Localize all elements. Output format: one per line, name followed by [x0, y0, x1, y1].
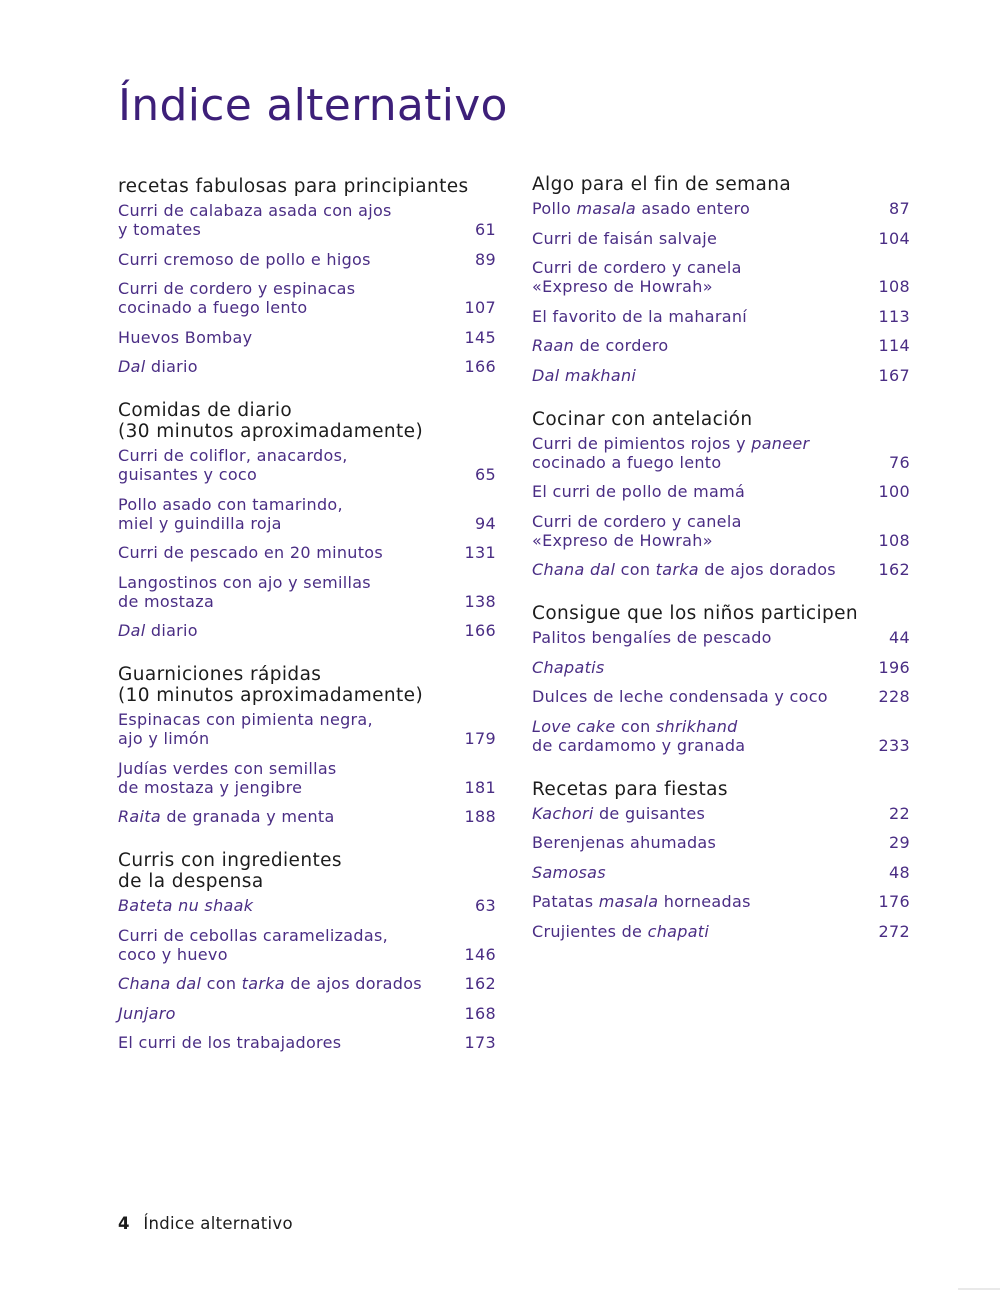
index-entry	[118, 250, 496, 269]
recipe-title-part: El favorito de la maharaní	[532, 306, 748, 326]
recipe-title-italic-part: tarka	[241, 974, 285, 993]
recipe-title	[532, 434, 809, 472]
recipe-title	[532, 892, 751, 911]
page-reference: 89	[475, 249, 496, 269]
recipe-title-part: Curri de pescado en 20 minutos	[118, 543, 383, 562]
recipe-title-italic-part: Dal makhani	[532, 365, 637, 385]
recipe-title-italic-part: Dal	[118, 357, 146, 376]
index-entry	[532, 628, 910, 647]
index-section	[118, 176, 496, 376]
page-reference: 162	[464, 974, 496, 993]
recipe-title-part: asado entero	[636, 199, 751, 218]
recipe-title-part: horneadas	[658, 892, 751, 911]
page-reference: 173	[464, 1033, 496, 1052]
recipe-title-italic-part: Chana dal	[118, 974, 202, 993]
recipe-title	[532, 628, 772, 647]
recipe-title	[118, 495, 343, 533]
index-section	[118, 664, 496, 826]
recipe-title-italic-part: paneer	[751, 433, 810, 453]
index-entry	[118, 926, 496, 964]
recipe-title	[118, 974, 422, 993]
page-reference: 272	[878, 921, 910, 941]
index-section	[118, 850, 496, 1052]
recipe-title-italic-part: Chapatis	[532, 657, 605, 677]
index-entry	[118, 974, 496, 993]
recipe-title-part: Curri de cordero y canela «Expreso de Howrah»	[532, 258, 742, 296]
running-title: Índice alternativo	[143, 1214, 293, 1233]
page-reference: 168	[464, 1003, 496, 1023]
recipe-title-part: Huevos Bombay	[118, 327, 253, 347]
recipe-title-part: Curri de pimientos rojos y	[532, 433, 752, 453]
recipe-title	[118, 807, 335, 826]
recipe-title	[532, 482, 745, 501]
page-reference: 196	[878, 657, 910, 677]
recipe-title-italic-part: Kachori	[532, 803, 594, 823]
recipe-title-part: de ajos dorados	[698, 560, 836, 579]
recipe-title-part: de ajos dorados	[284, 974, 422, 993]
page-reference: 108	[878, 530, 910, 550]
index-entry	[118, 710, 496, 748]
index-entry	[532, 512, 910, 550]
recipe-title-italic-part: Dal	[118, 621, 146, 640]
index-entry	[532, 307, 910, 326]
recipe-title-part: Patatas	[532, 892, 599, 911]
recipe-title	[532, 258, 742, 296]
index-section	[532, 174, 910, 385]
recipe-title	[118, 710, 373, 748]
page-reference: 188	[464, 807, 496, 826]
page-reference: 181	[464, 777, 496, 797]
recipe-title-part: Judías verdes con semillas de mostaza y jengibre	[118, 758, 337, 797]
recipe-title-part: con	[615, 560, 656, 579]
recipe-title	[118, 1004, 176, 1023]
index-section	[118, 400, 496, 640]
index-entry	[118, 357, 496, 376]
section-heading: Consigue que los niños participen	[532, 603, 859, 624]
index-entry	[118, 201, 496, 239]
page-reference: 113	[878, 306, 910, 326]
recipe-title	[532, 804, 705, 823]
page-reference: 61	[475, 220, 496, 239]
recipe-title-italic-part: Bateta nu shaak	[118, 896, 254, 915]
index-entry	[118, 1004, 496, 1023]
recipe-title-italic-part: Samosas	[532, 862, 606, 882]
page-reference: 114	[878, 336, 910, 355]
recipe-title	[532, 366, 636, 385]
recipe-title	[532, 863, 606, 882]
recipe-title-part: Curri de cordero y espinacas cocinado a fuego lento	[118, 279, 356, 317]
index-entry	[532, 482, 910, 501]
index-entry	[532, 892, 910, 911]
recipe-title	[532, 307, 747, 326]
recipe-title-italic-part: masala	[598, 892, 659, 911]
recipe-title	[118, 926, 388, 964]
recipe-title	[118, 201, 392, 239]
index-entry	[532, 863, 910, 882]
recipe-title-italic-part: tarka	[655, 560, 699, 579]
recipe-title-part: Curri de cebollas caramelizadas, coco y huevo	[118, 925, 388, 964]
recipe-title	[532, 512, 742, 550]
recipe-title	[532, 833, 716, 852]
recipe-title	[118, 759, 337, 797]
index-entry	[532, 560, 910, 579]
index-section	[532, 603, 910, 755]
recipe-title-part: El curri de los trabajadores	[118, 1033, 342, 1052]
index-entry	[532, 434, 910, 472]
recipe-title-italic-part: chapati	[647, 921, 710, 941]
index-section	[532, 779, 910, 941]
page-reference: 167	[878, 365, 910, 385]
index-entry	[532, 336, 910, 355]
recipe-title-part: Dulces de leche condensada y coco	[532, 687, 828, 706]
section-heading: Guarniciones rápidas (10 minutos aproximadamente)	[118, 664, 424, 706]
index-entry	[532, 833, 910, 852]
recipe-title-part: diario	[145, 357, 198, 376]
page-reference: 166	[464, 621, 496, 640]
recipe-title-part: de guisantes	[593, 803, 706, 823]
recipe-title-part: de cordero	[574, 336, 669, 355]
index-entry	[118, 807, 496, 826]
page-reference: 107	[464, 298, 496, 317]
page-reference: 145	[464, 327, 496, 347]
page-edge-mark	[958, 1288, 1000, 1290]
index-entry	[118, 446, 496, 484]
recipe-title-part: Espinacas con pimienta negra, ajo y limón	[118, 710, 373, 748]
recipe-title-part: Pollo asado con tamarindo, miel y guindilla roja	[118, 494, 343, 533]
recipe-title-part: Pollo	[532, 199, 577, 218]
recipe-title-part: Curri de faisán salvaje	[532, 228, 718, 248]
recipe-title-italic-part: shrikhand	[655, 716, 738, 736]
page-reference: 104	[878, 228, 910, 248]
page-reference: 100	[878, 482, 910, 501]
recipe-title	[118, 573, 371, 611]
recipe-title	[532, 717, 745, 755]
recipe-title-part: con	[201, 974, 242, 993]
recipe-title-italic-part: masala	[576, 199, 637, 218]
recipe-title	[118, 446, 348, 484]
index-entry	[532, 229, 910, 248]
recipe-title-part: Curri cremoso de pollo e higos	[118, 249, 371, 269]
index-entry	[118, 543, 496, 562]
page-reference: 228	[878, 687, 910, 706]
recipe-title-part: con	[615, 716, 656, 736]
recipe-title	[532, 687, 828, 706]
index-entry	[532, 199, 910, 218]
index-entry	[118, 573, 496, 611]
index-entry	[532, 366, 910, 385]
recipe-title	[118, 1033, 341, 1052]
recipe-title-part: El curri de pollo de mamá	[532, 482, 746, 501]
index-entry	[532, 922, 910, 941]
recipe-title-part: Curri de coliflor, anacardos, guisantes y coco	[118, 446, 348, 484]
section-heading: Curris con ingredientes de la despensa	[118, 850, 342, 892]
recipe-title-part: cocinado a fuego lento	[532, 452, 722, 472]
page-reference: 179	[464, 729, 496, 748]
recipe-title-italic-part: Chana dal	[532, 560, 616, 579]
index-entry	[532, 717, 910, 755]
recipe-title	[532, 922, 709, 941]
page-footer	[118, 1214, 293, 1233]
recipe-title	[118, 543, 383, 562]
recipe-title-part: Berenjenas ahumadas	[532, 833, 717, 852]
section-heading: Comidas de diario (30 minutos aproximadamente)	[118, 400, 424, 442]
page-reference: 29	[889, 833, 910, 852]
index-entry	[118, 1033, 496, 1052]
page-reference: 146	[464, 944, 496, 964]
recipe-title	[532, 658, 605, 677]
index-entry	[532, 804, 910, 823]
section-heading: Algo para el fin de semana	[532, 174, 792, 195]
page-reference: 176	[878, 892, 910, 911]
recipe-title-part: Langostinos con ajo y semillas de mostaza	[118, 572, 371, 611]
index-entry	[118, 621, 496, 640]
page-number: 4	[118, 1214, 130, 1233]
index-entry	[118, 896, 496, 915]
recipe-title-part: Crujientes de	[532, 921, 648, 941]
recipe-title	[532, 229, 717, 248]
page-reference: 87	[889, 199, 910, 218]
page-reference: 48	[889, 862, 910, 882]
recipe-title-italic-part: Junjaro	[118, 1003, 176, 1023]
index-entry	[532, 687, 910, 706]
recipe-title-part: de granada y menta	[160, 807, 335, 826]
index-entry	[118, 495, 496, 533]
recipe-title-part: Palitos bengalíes de pescado	[532, 628, 772, 647]
page-title: Índice alternativo	[118, 80, 508, 131]
recipe-title-part: de cardamomo y granada	[532, 735, 746, 755]
recipe-title-part: Curri de calabaza asada con ajos y tomates	[118, 201, 392, 239]
recipe-title	[118, 328, 252, 347]
index-section	[532, 409, 910, 580]
index-entry	[118, 279, 496, 317]
page-reference: 94	[475, 513, 496, 533]
recipe-title	[118, 896, 253, 915]
index-entry	[118, 759, 496, 797]
page-reference: 166	[464, 357, 496, 376]
recipe-title	[118, 621, 198, 640]
page-reference: 63	[475, 896, 496, 915]
page-reference: 138	[464, 591, 496, 611]
recipe-title	[118, 250, 371, 269]
recipe-title-italic-part: Love cake	[532, 716, 616, 736]
page-reference: 162	[878, 560, 910, 579]
section-heading: Recetas para fiestas	[532, 778, 728, 800]
recipe-title	[532, 560, 836, 579]
page-reference: 108	[878, 277, 910, 296]
recipe-title	[532, 336, 668, 355]
recipe-title	[118, 357, 198, 376]
recipe-title	[118, 279, 355, 317]
recipe-title-italic-part: Raan	[532, 336, 575, 355]
index-entry	[532, 658, 910, 677]
page-reference: 44	[889, 628, 910, 647]
index-entry	[118, 328, 496, 347]
recipe-title-part: diario	[145, 621, 198, 640]
section-heading: Cocinar con antelación	[532, 408, 753, 430]
page-reference: 65	[475, 465, 496, 484]
section-heading: recetas fabulosas para principiantes	[118, 176, 469, 197]
index-entry	[532, 258, 910, 296]
page-reference: 76	[889, 452, 910, 472]
recipe-title-italic-part: Raita	[118, 807, 161, 826]
recipe-title	[532, 199, 750, 218]
page-reference: 22	[889, 803, 910, 823]
page-reference: 233	[878, 735, 910, 755]
index-column-right	[532, 174, 910, 965]
page-reference: 131	[464, 543, 496, 562]
index-column-left	[118, 176, 496, 1076]
recipe-title-part: Curri de cordero y canela «Expreso de Howrah»	[532, 511, 742, 550]
